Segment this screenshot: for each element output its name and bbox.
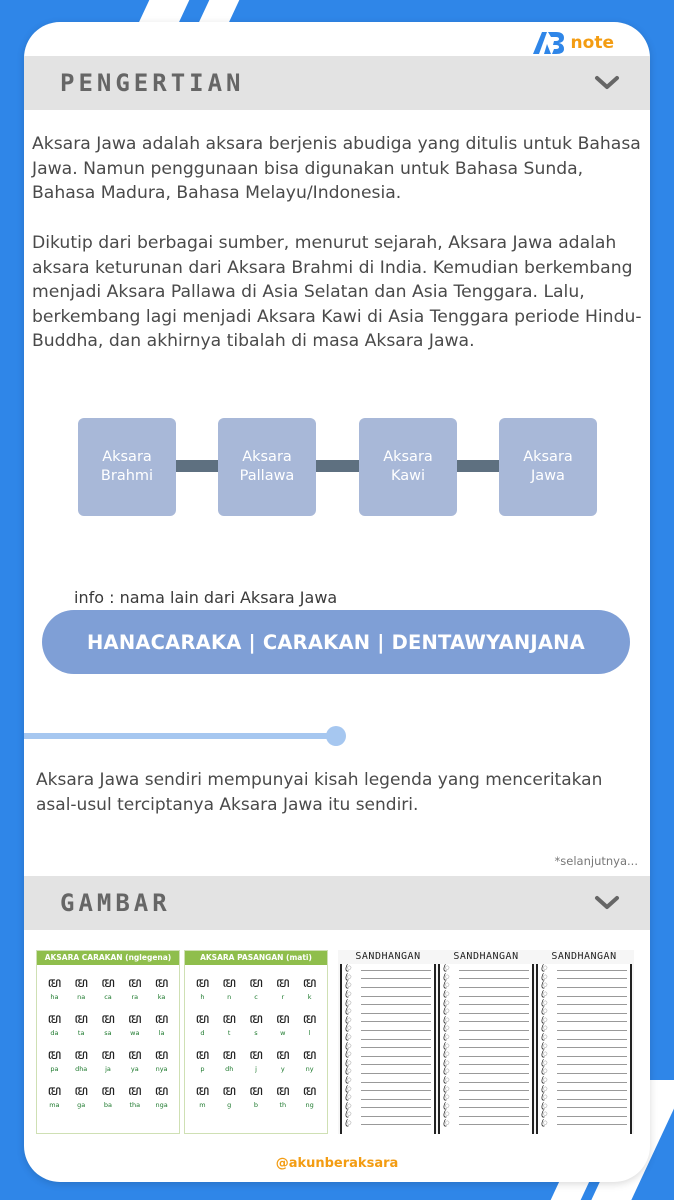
- glyph-cell: [297, 975, 323, 1001]
- glyph-latin-label: y: [280, 1065, 285, 1073]
- glyph-symbol: ꦩ: [154, 1011, 169, 1027]
- glyph-latin-label: c: [254, 993, 258, 1001]
- glyph-cell: [95, 975, 121, 1001]
- sandhangan-glyph: ꦿ: [541, 1109, 548, 1119]
- sandhangan-glyph: ꦿ: [541, 980, 548, 990]
- glyph-latin-label: wa: [130, 1029, 140, 1037]
- sandhangan-line: [361, 1030, 431, 1031]
- sandhangan-line: [459, 1073, 529, 1074]
- glyph-cell: [216, 975, 242, 1001]
- glyph-latin-label: t: [227, 1029, 231, 1037]
- sandhangan-line: [361, 1013, 431, 1014]
- progress-knob[interactable]: [326, 726, 346, 746]
- section-header-gambar[interactable]: [24, 876, 650, 930]
- glyph-cell: [270, 1011, 296, 1037]
- sandhangan-line: [557, 1099, 627, 1100]
- sandhangan-line: [459, 1021, 529, 1022]
- glyph-symbol: ꦩ: [127, 1011, 142, 1027]
- glyph-latin-label: nya: [155, 1065, 168, 1073]
- footer-handle: @akunberaksara: [275, 1156, 399, 1171]
- image-carakan-title: AKSARA CARAKAN (nglegena): [37, 951, 179, 965]
- glyph-latin-label: th: [279, 1101, 287, 1109]
- glyph-row: [185, 1011, 327, 1037]
- glyph-symbol: ꦩ: [275, 1047, 290, 1063]
- sandhangan-glyph: ꦿ: [443, 1092, 450, 1102]
- glyph-cell: [95, 1083, 121, 1109]
- section-header-pengertian[interactable]: [24, 56, 650, 110]
- sandhangan-glyph: ꦿ: [443, 980, 450, 990]
- sandhangan-row: [345, 1117, 431, 1130]
- sandhangan-line: [361, 1056, 431, 1057]
- sandhangan-glyph: ꦿ: [443, 1066, 450, 1076]
- sandhangan-line: [557, 1116, 627, 1117]
- glyph-row: [37, 1083, 179, 1109]
- glyph-latin-label: ka: [157, 993, 166, 1001]
- sandhangan-glyph: ꦿ: [345, 971, 352, 981]
- note-card: [24, 22, 650, 1182]
- chevron-down-icon[interactable]: [594, 895, 620, 911]
- glyph-cell: [216, 1047, 242, 1073]
- glyph-symbol: ꦩ: [302, 1011, 317, 1027]
- glyph-row: [185, 975, 327, 1001]
- glyph-cell: [95, 1047, 121, 1073]
- sandhangan-line: [361, 978, 431, 979]
- sandhangan-line: [361, 1004, 431, 1005]
- glyph-latin-label: s: [254, 1029, 258, 1037]
- glyph-cell: [122, 975, 148, 1001]
- sandhangan-line: [361, 1124, 431, 1125]
- sandhangan-line: [557, 1004, 627, 1005]
- paragraph-history: Dikutip dari berbagai sumber, menurut sejarah, Aksara Jawa adalah aksara keturunan dari Aksara Brahmi di India. Kemudian berkembang menjadi Aksara Pallawa di Asia Selatan dan Asia Tenggara. Lalu, berkembang lagi menjadi Aksara Kawi di Asia Tenggara periode Hindu-Buddha, dan akhirnya tibalah di masa Aksara Jawa.: [32, 233, 642, 351]
- sandhangan-line: [459, 1107, 529, 1108]
- glyph-latin-label: dh: [225, 1065, 234, 1073]
- glyph-row: [185, 1047, 327, 1073]
- sandhangan-glyph: ꦿ: [345, 1032, 352, 1042]
- sandhangan-glyph: ꦿ: [443, 1023, 450, 1033]
- sandhangan-line: [459, 1056, 529, 1057]
- glyph-cell: [243, 1083, 269, 1109]
- glyph-latin-label: ny: [305, 1065, 314, 1073]
- sandhangan-glyph: ꦿ: [443, 989, 450, 999]
- glyph-latin-label: j: [255, 1065, 257, 1073]
- glyph-latin-label: ha: [50, 993, 59, 1001]
- glyph-latin-label: tha: [129, 1101, 141, 1109]
- sandhangan-glyph: ꦿ: [443, 1100, 450, 1110]
- sandhangan-line: [459, 1039, 529, 1040]
- read-more-text: *selanjutnya...: [554, 854, 638, 868]
- glyph-symbol: ꦩ: [47, 975, 62, 991]
- glyph-latin-label: ba: [103, 1101, 113, 1109]
- sandhangan-title: SANDHANGAN: [355, 951, 421, 962]
- sandhangan-line: [459, 1124, 529, 1125]
- sandhangan-glyph: ꦿ: [443, 1117, 450, 1127]
- sandhangan-glyph: ꦿ: [541, 1066, 548, 1076]
- brand-name: note: [570, 33, 614, 53]
- glyph-latin-label: r: [281, 993, 285, 1001]
- glyph-row: [37, 1011, 179, 1037]
- sandhangan-line: [361, 996, 431, 997]
- sandhangan-table: [438, 964, 534, 1134]
- sandhangan-glyph: ꦿ: [541, 1023, 548, 1033]
- alternate-names-pill: HANACARAKA | CARAKAN | DENTAWYANJANA: [42, 610, 630, 674]
- glyph-symbol: ꦩ: [275, 1083, 290, 1099]
- sandhangan-glyph: ꦿ: [443, 1006, 450, 1016]
- glyph-cell: [243, 1047, 269, 1073]
- glyph-latin-label: l: [308, 1029, 311, 1037]
- glyph-symbol: ꦩ: [154, 1083, 169, 1099]
- sandhangan-line: [459, 1116, 529, 1117]
- sandhangan-glyph: ꦿ: [345, 1057, 352, 1067]
- sandhangan-glyph: ꦿ: [345, 980, 352, 990]
- glyph-symbol: ꦩ: [302, 1083, 317, 1099]
- ab-logo-icon: [531, 30, 565, 56]
- sandhangan-line: [557, 970, 627, 971]
- glyph-latin-label: w: [280, 1029, 286, 1037]
- sandhangan-glyph: ꦿ: [443, 1049, 450, 1059]
- sandhangan-glyph: ꦿ: [345, 1014, 352, 1024]
- glyph-cell: [270, 975, 296, 1001]
- glyph-latin-label: pa: [50, 1065, 59, 1073]
- glyph-symbol: ꦩ: [195, 1047, 210, 1063]
- glyph-latin-label: n: [227, 993, 232, 1001]
- sandhangan-glyph: ꦿ: [345, 1049, 352, 1059]
- glyph-row: [37, 1047, 179, 1073]
- glyph-cell: [149, 975, 175, 1001]
- glyph-latin-label: ng: [305, 1101, 314, 1109]
- sandhangan-table: [536, 964, 632, 1134]
- glyph-symbol: ꦩ: [47, 1083, 62, 1099]
- glyph-symbol: ꦩ: [127, 975, 142, 991]
- glyph-latin-label: sa: [104, 1029, 112, 1037]
- glyph-cell: [122, 1011, 148, 1037]
- glyph-symbol: ꦩ: [101, 1011, 115, 1027]
- sandhangan-line: [557, 1047, 627, 1048]
- glyph-symbol: ꦩ: [222, 975, 236, 991]
- image-sandhangan[interactable]: [338, 950, 634, 1134]
- glyph-cell: [68, 1011, 94, 1037]
- lineage-step-brahmi: Aksara Brahmi: [78, 418, 176, 516]
- sandhangan-line: [557, 1021, 627, 1022]
- glyph-symbol: ꦩ: [195, 1083, 210, 1099]
- glyph-symbol: ꦩ: [101, 1047, 115, 1063]
- sandhangan-line: [459, 1030, 529, 1031]
- glyph-latin-label: da: [50, 1029, 59, 1037]
- sandhangan-line: [361, 1047, 431, 1048]
- sandhangan-glyph: ꦿ: [541, 997, 548, 1007]
- sandhangan-line: [361, 1082, 431, 1083]
- sandhangan-line: [361, 970, 431, 971]
- sandhangan-glyph: ꦿ: [443, 1083, 450, 1093]
- sandhangan-glyph: ꦿ: [443, 997, 450, 1007]
- glyph-symbol: ꦩ: [101, 975, 115, 991]
- glyph-latin-label: na: [77, 993, 86, 1001]
- glyph-latin-label: ga: [77, 1101, 86, 1109]
- section-title: PENGERTIAN: [60, 69, 245, 97]
- glyph-cell: [41, 975, 67, 1001]
- glyph-symbol: ꦩ: [127, 1083, 142, 1099]
- sandhangan-column: [536, 950, 632, 1134]
- glyph-cell: [122, 1083, 148, 1109]
- lineage-step-kawi: Aksara Kawi: [359, 418, 457, 516]
- sandhangan-line: [361, 1116, 431, 1117]
- lineage-step-pallawa: Aksara Pallawa: [218, 418, 316, 516]
- glyph-symbol: ꦩ: [249, 975, 263, 991]
- glyph-cell: [243, 1011, 269, 1037]
- glyph-symbol: ꦩ: [249, 1083, 263, 1099]
- sandhangan-line: [459, 987, 529, 988]
- glyph-latin-label: h: [200, 993, 205, 1001]
- section-title: GAMBAR: [60, 889, 171, 917]
- glyph-symbol: ꦩ: [154, 1047, 169, 1063]
- glyph-cell: [149, 1011, 175, 1037]
- glyph-cell: [149, 1047, 175, 1073]
- glyph-cell: [149, 1083, 175, 1109]
- sandhangan-line: [361, 1021, 431, 1022]
- glyph-symbol: ꦩ: [47, 1011, 62, 1027]
- glyph-latin-label: nga: [155, 1101, 168, 1109]
- glyph-cell: [68, 1047, 94, 1073]
- glyph-latin-label: ca: [104, 993, 112, 1001]
- sandhangan-line: [557, 987, 627, 988]
- sandhangan-line: [459, 1004, 529, 1005]
- sandhangan-line: [557, 1090, 627, 1091]
- sandhangan-glyph: ꦿ: [345, 1023, 352, 1033]
- glyph-symbol: ꦩ: [74, 1047, 88, 1063]
- sandhangan-line: [459, 1090, 529, 1091]
- sandhangan-glyph: ꦿ: [443, 1040, 450, 1050]
- glyph-symbol: ꦩ: [249, 1011, 263, 1027]
- glyph-symbol: ꦩ: [222, 1011, 236, 1027]
- glyph-latin-label: g: [227, 1101, 232, 1109]
- sandhangan-glyph: ꦿ: [541, 989, 548, 999]
- sandhangan-line: [459, 1099, 529, 1100]
- sandhangan-line: [459, 996, 529, 997]
- sandhangan-line: [557, 1039, 627, 1040]
- glyph-cell: [270, 1047, 296, 1073]
- sandhangan-glyph: ꦿ: [541, 1117, 548, 1127]
- glyph-cell: [297, 1047, 323, 1073]
- glyph-cell: [297, 1011, 323, 1037]
- glyph-cell: [216, 1083, 242, 1109]
- sandhangan-line: [557, 1082, 627, 1083]
- glyph-cell: [41, 1047, 67, 1073]
- sandhangan-glyph: ꦿ: [345, 1092, 352, 1102]
- sandhangan-row: [541, 1117, 627, 1130]
- progress-track: [24, 733, 336, 739]
- sandhangan-table: [340, 964, 436, 1134]
- brand: [531, 30, 614, 56]
- glyph-latin-label: ja: [105, 1065, 111, 1073]
- sandhangan-line: [459, 970, 529, 971]
- glyph-symbol: ꦩ: [222, 1047, 236, 1063]
- sandhangan-glyph: ꦿ: [345, 963, 352, 973]
- glyph-latin-label: d: [200, 1029, 205, 1037]
- glyph-latin-label: p: [200, 1065, 205, 1073]
- sandhangan-title: SANDHANGAN: [453, 951, 519, 962]
- glyph-latin-label: b: [253, 1101, 259, 1109]
- glyph-symbol: ꦩ: [101, 1083, 115, 1099]
- sandhangan-glyph: ꦿ: [345, 1100, 352, 1110]
- sandhangan-line: [361, 987, 431, 988]
- sandhangan-glyph: ꦿ: [345, 1006, 352, 1016]
- chevron-down-icon[interactable]: [594, 75, 620, 91]
- glyph-row: [37, 975, 179, 1001]
- sandhangan-glyph: ꦿ: [345, 1117, 352, 1127]
- sandhangan-glyph: ꦿ: [541, 1100, 548, 1110]
- sandhangan-glyph: ꦿ: [541, 963, 548, 973]
- glyph-latin-label: ya: [130, 1065, 139, 1073]
- glyph-symbol: ꦩ: [195, 1011, 210, 1027]
- sandhangan-line: [361, 1073, 431, 1074]
- glyph-cell: [189, 1083, 215, 1109]
- sandhangan-glyph: ꦿ: [541, 1014, 548, 1024]
- sandhangan-line: [557, 1124, 627, 1125]
- glyph-symbol: ꦩ: [127, 1047, 142, 1063]
- sandhangan-glyph: ꦿ: [541, 1083, 548, 1093]
- glyph-symbol: ꦩ: [195, 975, 210, 991]
- glyph-latin-label: m: [199, 1101, 206, 1109]
- glyph-latin-label: ta: [77, 1029, 85, 1037]
- sandhangan-line: [557, 1013, 627, 1014]
- sandhangan-glyph: ꦿ: [443, 1032, 450, 1042]
- sandhangan-glyph: ꦿ: [345, 1075, 352, 1085]
- lineage-step-jawa: Aksara Jawa: [499, 418, 597, 516]
- glyph-cell: [243, 975, 269, 1001]
- sandhangan-line: [557, 1107, 627, 1108]
- glyph-cell: [41, 1011, 67, 1037]
- sandhangan-glyph: ꦿ: [443, 1109, 450, 1119]
- sandhangan-glyph: ꦿ: [541, 1006, 548, 1016]
- sandhangan-glyph: ꦿ: [541, 1049, 548, 1059]
- sandhangan-glyph: ꦿ: [541, 1092, 548, 1102]
- glyph-cell: [216, 1011, 242, 1037]
- glyph-cell: [189, 975, 215, 1001]
- sandhangan-column: [340, 950, 436, 1134]
- sandhangan-glyph: ꦿ: [345, 1109, 352, 1119]
- sandhangan-glyph: ꦿ: [541, 1075, 548, 1085]
- sandhangan-glyph: ꦿ: [541, 1032, 548, 1042]
- sandhangan-line: [557, 1030, 627, 1031]
- sandhangan-line: [459, 978, 529, 979]
- glyph-symbol: ꦩ: [222, 1083, 236, 1099]
- sandhangan-line: [459, 1082, 529, 1083]
- sandhangan-glyph: ꦿ: [443, 1057, 450, 1067]
- sandhangan-line: [361, 1107, 431, 1108]
- glyph-cell: [95, 1011, 121, 1037]
- sandhangan-line: [361, 1064, 431, 1065]
- sandhangan-line: [459, 1064, 529, 1065]
- sandhangan-line: [361, 1090, 431, 1091]
- image-carakan[interactable]: [36, 950, 180, 1134]
- glyph-row: [185, 1083, 327, 1109]
- glyph-cell: [270, 1083, 296, 1109]
- lineage-diagram: [78, 418, 598, 516]
- glyph-symbol: ꦩ: [275, 975, 290, 991]
- glyph-symbol: ꦩ: [74, 1083, 88, 1099]
- sandhangan-glyph: ꦿ: [345, 1066, 352, 1076]
- glyph-latin-label: ra: [131, 993, 139, 1001]
- glyph-symbol: ꦩ: [74, 1011, 88, 1027]
- glyph-cell: [297, 1083, 323, 1109]
- sandhangan-glyph: ꦿ: [345, 997, 352, 1007]
- sandhangan-line: [361, 1039, 431, 1040]
- glyph-symbol: ꦩ: [154, 975, 169, 991]
- sandhangan-glyph: ꦿ: [345, 989, 352, 999]
- sandhangan-row: [443, 1117, 529, 1130]
- sandhangan-line: [557, 1073, 627, 1074]
- glyph-cell: [68, 1083, 94, 1109]
- sandhangan-glyph: ꦿ: [443, 963, 450, 973]
- glyph-symbol: ꦩ: [275, 1011, 290, 1027]
- lineage-connector: [118, 460, 558, 472]
- sandhangan-glyph: ꦿ: [345, 1040, 352, 1050]
- glyph-symbol: ꦩ: [47, 1047, 62, 1063]
- sandhangan-line: [557, 1064, 627, 1065]
- sandhangan-column: [438, 950, 534, 1134]
- info-label: info : nama lain dari Aksara Jawa: [74, 588, 338, 607]
- glyph-symbol: ꦩ: [302, 1047, 317, 1063]
- sandhangan-line: [557, 1056, 627, 1057]
- image-pasangan[interactable]: [184, 950, 328, 1134]
- glyph-cell: [68, 975, 94, 1001]
- sandhangan-glyph: ꦿ: [443, 1014, 450, 1024]
- glyph-latin-label: ma: [49, 1101, 60, 1109]
- image-pasangan-title: AKSARA PASANGAN (mati): [185, 951, 327, 965]
- glyph-symbol: ꦩ: [74, 975, 88, 991]
- glyph-symbol: ꦩ: [302, 975, 317, 991]
- sandhangan-line: [557, 996, 627, 997]
- glyph-latin-label: dha: [75, 1065, 88, 1073]
- sandhangan-glyph: ꦿ: [541, 971, 548, 981]
- sandhangan-glyph: ꦿ: [345, 1083, 352, 1093]
- sandhangan-glyph: ꦿ: [443, 971, 450, 981]
- sandhangan-line: [459, 1047, 529, 1048]
- sandhangan-glyph: ꦿ: [541, 1040, 548, 1050]
- glyph-cell: [189, 1047, 215, 1073]
- sandhangan-title: SANDHANGAN: [551, 951, 617, 962]
- sandhangan-glyph: ꦿ: [541, 1057, 548, 1067]
- glyph-latin-label: k: [307, 993, 312, 1001]
- sandhangan-line: [459, 1013, 529, 1014]
- sandhangan-line: [557, 978, 627, 979]
- sandhangan-line: [361, 1099, 431, 1100]
- glyph-symbol: ꦩ: [249, 1047, 263, 1063]
- glyph-cell: [189, 1011, 215, 1037]
- glyph-latin-label: la: [158, 1029, 165, 1037]
- sandhangan-glyph: ꦿ: [443, 1075, 450, 1085]
- paragraph-legend: Aksara Jawa sendiri mempunyai kisah legenda yang menceritakan asal-usul terciptanya Aksara Jawa itu sendiri.: [36, 770, 603, 815]
- glyph-cell: [41, 1083, 67, 1109]
- glyph-cell: [122, 1047, 148, 1073]
- paragraph-definition: Aksara Jawa adalah aksara berjenis abudiga yang ditulis untuk Bahasa Jawa. Namun penggunaan bisa digunakan untuk Bahasa Sunda, Bahasa Madura, Bahasa Melayu/Indonesia.: [32, 134, 641, 203]
